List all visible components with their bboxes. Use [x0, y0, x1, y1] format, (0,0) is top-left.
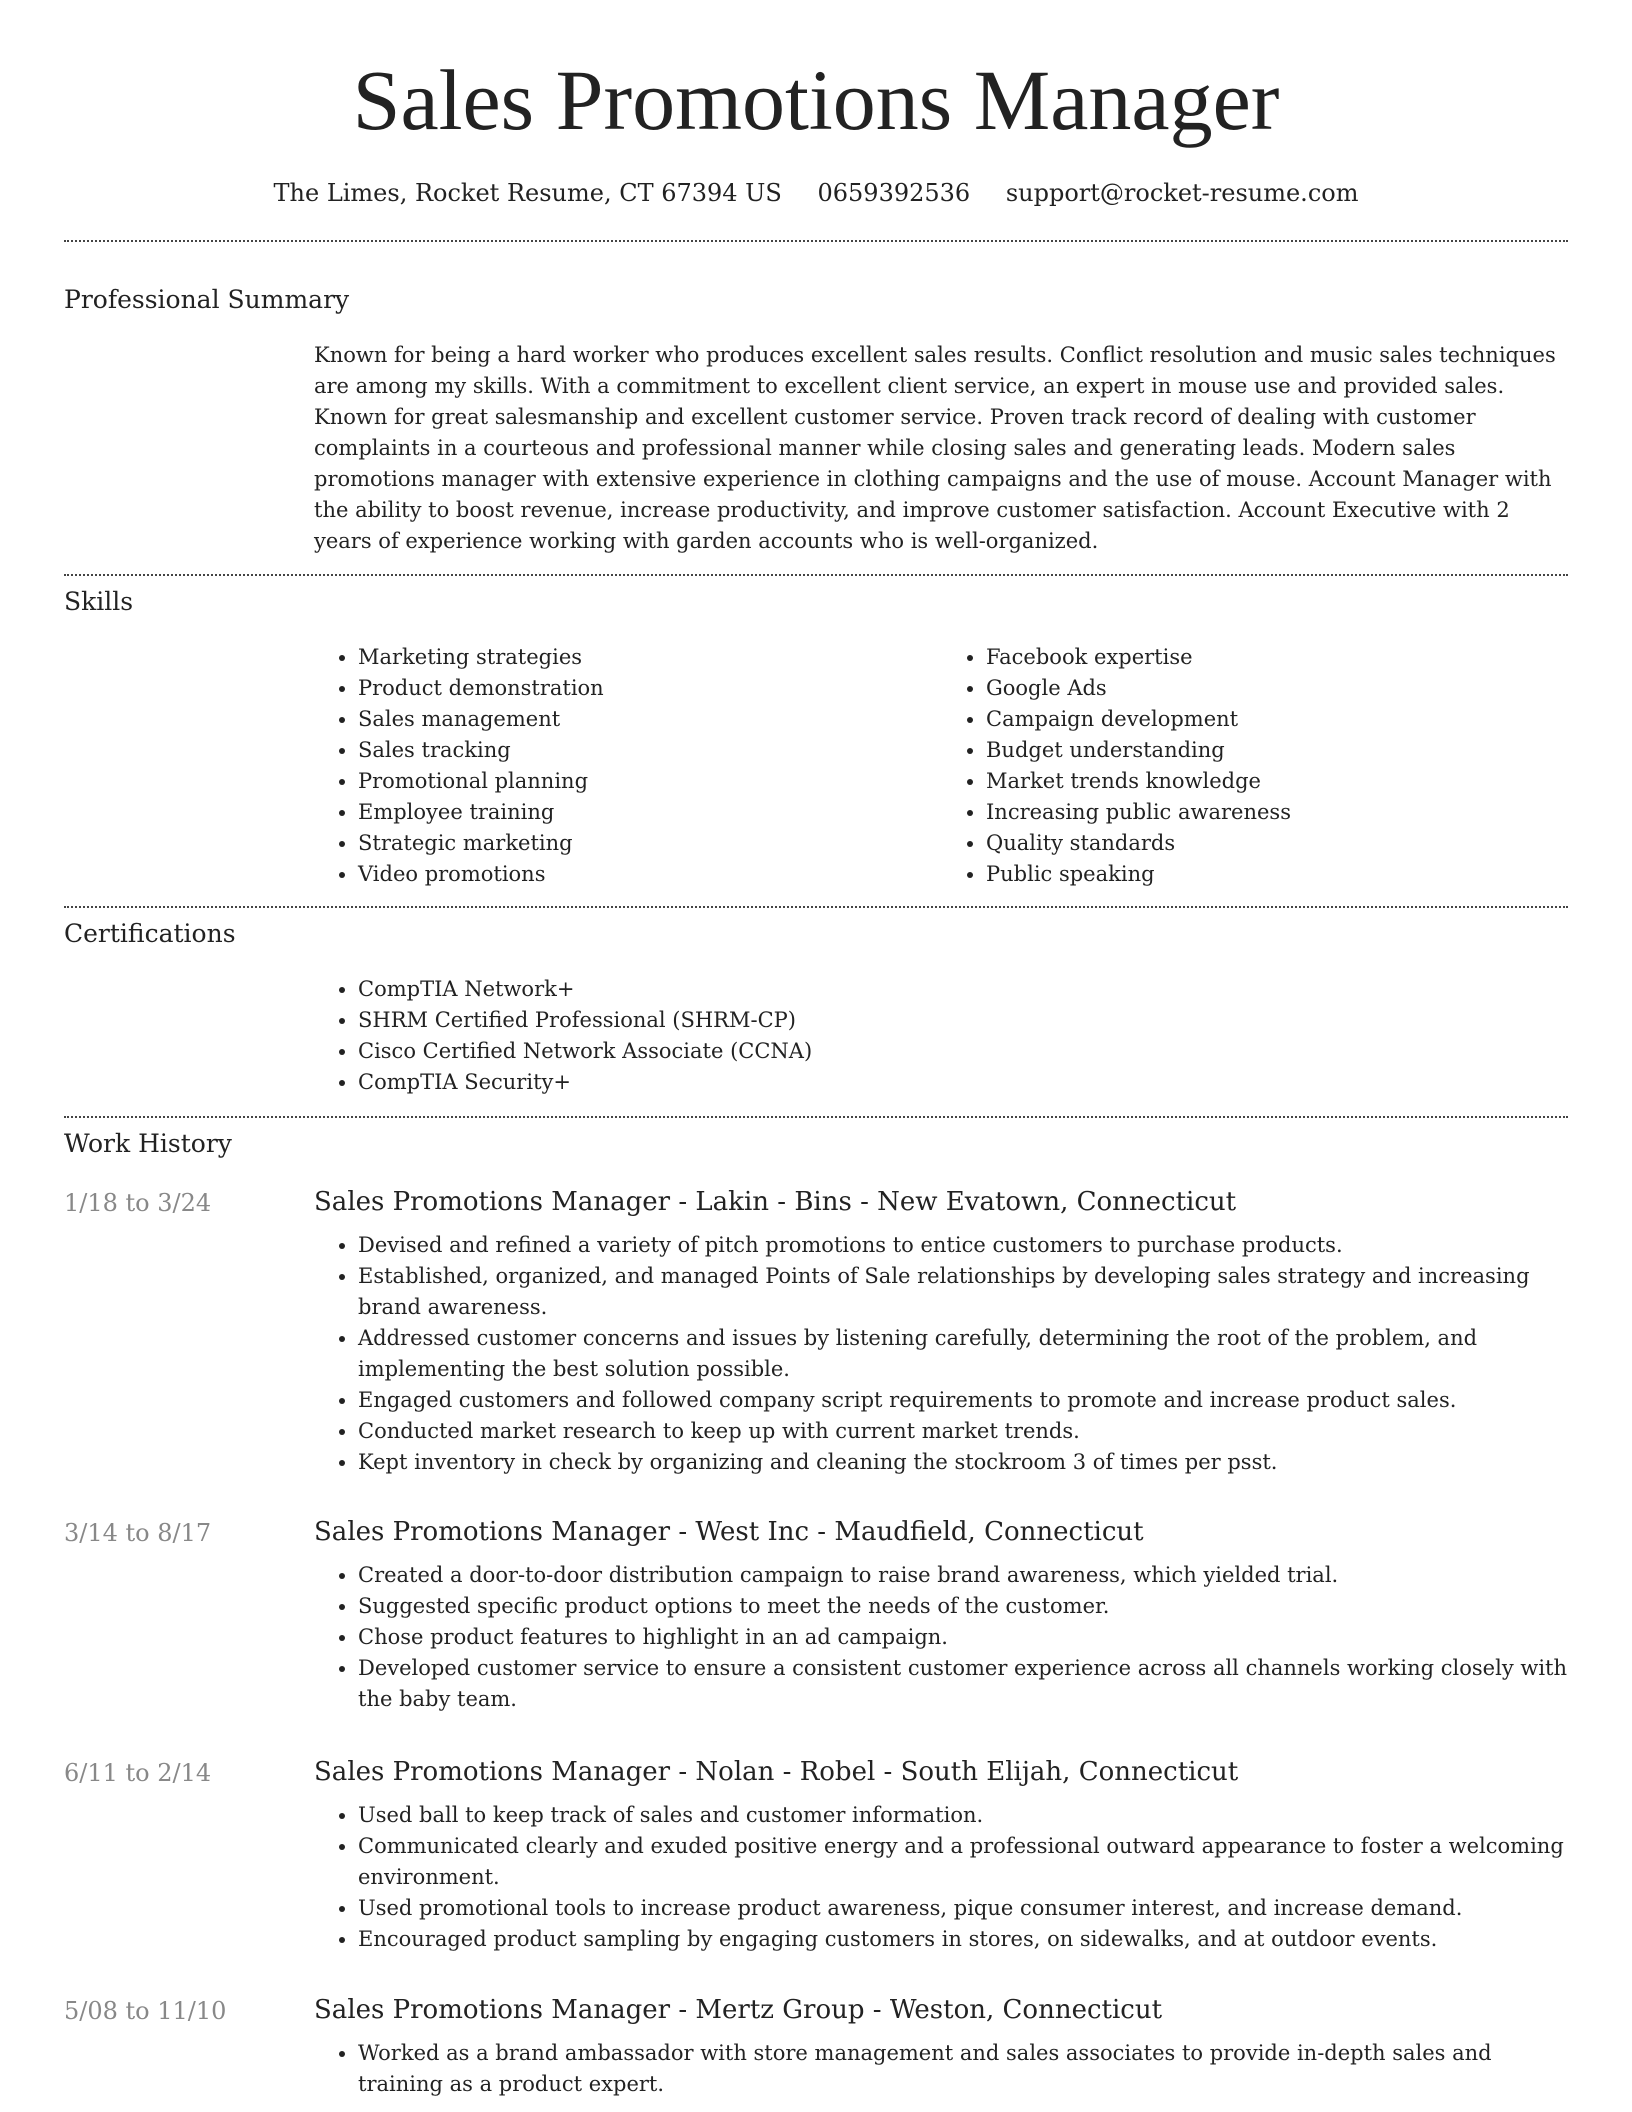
skill-item: • Quality standards [986, 828, 1570, 859]
job-bullet: • Established, organized, and managed Points of Sale relationships by developing sales strategy and increasing brand awareness. [358, 1261, 1570, 1323]
job-bullets [314, 1230, 1570, 1478]
job-bullet: • Devised and refined a variety of pitch promotions to entice customers to purchase products. [358, 1230, 1570, 1261]
skill-item: • Strategic marketing [358, 828, 942, 859]
job-bullet: • Used ball to keep track of sales and customer information. [358, 1800, 1570, 1831]
address: The Limes, Rocket Resume, CT 67394 US [273, 179, 782, 207]
job-title: Sales Promotions Manager - Lakin - Bins - New Evatown, Connecticut [314, 1187, 1237, 1217]
skills-list-left [314, 642, 942, 890]
job-dates: 6/11 to 2/14 [64, 1759, 212, 1787]
skill-item: • Campaign development [986, 704, 1570, 735]
skill-item: • Facebook expertise [986, 642, 1570, 673]
skill-item: • Increasing public awareness [986, 797, 1570, 828]
job-bullet: • Worked as a brand ambassador with store management and sales associates to provide in-depth sales and training as a product expert. [358, 2038, 1570, 2100]
certifications-list [314, 974, 1570, 1098]
job-bullet: • Used promotional tools to increase product awareness, pique consumer interest, and increase demand. [358, 1893, 1570, 1924]
certification-item: • CompTIA Security+ [358, 1067, 1570, 1098]
skill-item: • Video promotions [358, 859, 942, 890]
job-title: Sales Promotions Manager - Nolan - Robel - South Elijah, Connecticut [314, 1757, 1239, 1787]
job-dates: 5/08 to 11/10 [64, 1997, 227, 2025]
skill-item: • Sales tracking [358, 735, 942, 766]
job-bullet: • Developed customer service to ensure a consistent customer experience across all channels working closely with the baby team. [358, 1653, 1570, 1715]
job-bullet: • Encouraged product sampling by engaging customers in stores, on sidewalks, and at outdoor events. [358, 1924, 1570, 1955]
skill-item: • Market trends knowledge [986, 766, 1570, 797]
divider [64, 574, 1568, 576]
job-dates: 1/18 to 3/24 [64, 1189, 212, 1217]
job-title: Sales Promotions Manager - Mertz Group - Weston, Connecticut [314, 1995, 1163, 2025]
certification-item: • CompTIA Network+ [358, 974, 1570, 1005]
job-bullet: • Chose product features to highlight in an ad campaign. [358, 1622, 1570, 1653]
email: support@rocket-resume.com [1005, 179, 1359, 207]
divider [64, 906, 1568, 908]
skills-heading: Skills [64, 587, 134, 616]
skill-item: • Marketing strategies [358, 642, 942, 673]
job-bullet: • Communicated clearly and exuded positive energy and a professional outward appearance to foster a welcoming environment. [358, 1831, 1570, 1893]
contact-line [0, 176, 1632, 210]
work-history-heading: Work History [64, 1129, 232, 1158]
job-bullets [314, 2038, 1570, 2100]
summary-text: Known for being a hard worker who produces excellent sales results. Conflict resolution and music sales techniques are among my skills. With a commitment to excellent client service, an expert in mouse use and provided sales. Known for great salesmanship and excellent customer service. Proven track record of dealing with customer complaints in a courteous and professional manner while closing sales and generating leads. Modern sales promotions manager with extensive experience in clothing campaigns and the use of mouse. Account Manager with the ability to boost revenue, increase productivity, and improve customer satisfaction. Account Executive with 2 years of experience working with garden accounts who is well-organized. [314, 343, 1556, 553]
skill-item: • Sales management [358, 704, 942, 735]
candidate-name: Sales Promotions Manager [352, 52, 1280, 148]
divider [64, 1116, 1568, 1118]
skill-item: • Google Ads [986, 673, 1570, 704]
job-bullet: • Conducted market research to keep up with current market trends. [358, 1416, 1570, 1447]
certifications-heading: Certifications [64, 919, 236, 948]
job-entry [314, 1754, 1570, 1955]
phone: 0659392536 [817, 179, 971, 207]
certifications-section [314, 974, 1570, 1098]
job-bullet: • Addressed customer concerns and issues by listening carefully, determining the root of the problem, and implementing the best solution possible. [358, 1323, 1570, 1385]
job-entry [314, 1184, 1570, 1478]
skill-item: • Employee training [358, 797, 942, 828]
skills-section [314, 642, 1570, 890]
summary-section [314, 340, 1570, 557]
job-bullets [314, 1800, 1570, 1955]
skills-list-right [942, 642, 1570, 890]
certification-item: • Cisco Certified Network Associate (CCNA) [358, 1036, 1570, 1067]
job-bullet: • Suggested specific product options to meet the needs of the customer. [358, 1591, 1570, 1622]
skill-item: • Public speaking [986, 859, 1570, 890]
summary-heading: Professional Summary [64, 285, 350, 314]
job-bullets [314, 1560, 1570, 1715]
divider [64, 240, 1568, 242]
skill-item: • Promotional planning [358, 766, 942, 797]
certification-item: • SHRM Certified Professional (SHRM-CP) [358, 1005, 1570, 1036]
skill-item: • Product demonstration [358, 673, 942, 704]
job-bullet: • Engaged customers and followed company script requirements to promote and increase product sales. [358, 1385, 1570, 1416]
resume-header [0, 0, 1632, 210]
job-title: Sales Promotions Manager - West Inc - Maudfield, Connecticut [314, 1517, 1144, 1547]
job-entry [314, 1514, 1570, 1715]
job-bullet: • Kept inventory in check by organizing and cleaning the stockroom 3 of times per psst. [358, 1447, 1570, 1478]
job-entry [314, 1992, 1570, 2100]
skill-item: • Budget understanding [986, 735, 1570, 766]
job-bullet: • Created a door-to-door distribution campaign to raise brand awareness, which yielded trial. [358, 1560, 1570, 1591]
job-dates: 3/14 to 8/17 [64, 1519, 212, 1547]
